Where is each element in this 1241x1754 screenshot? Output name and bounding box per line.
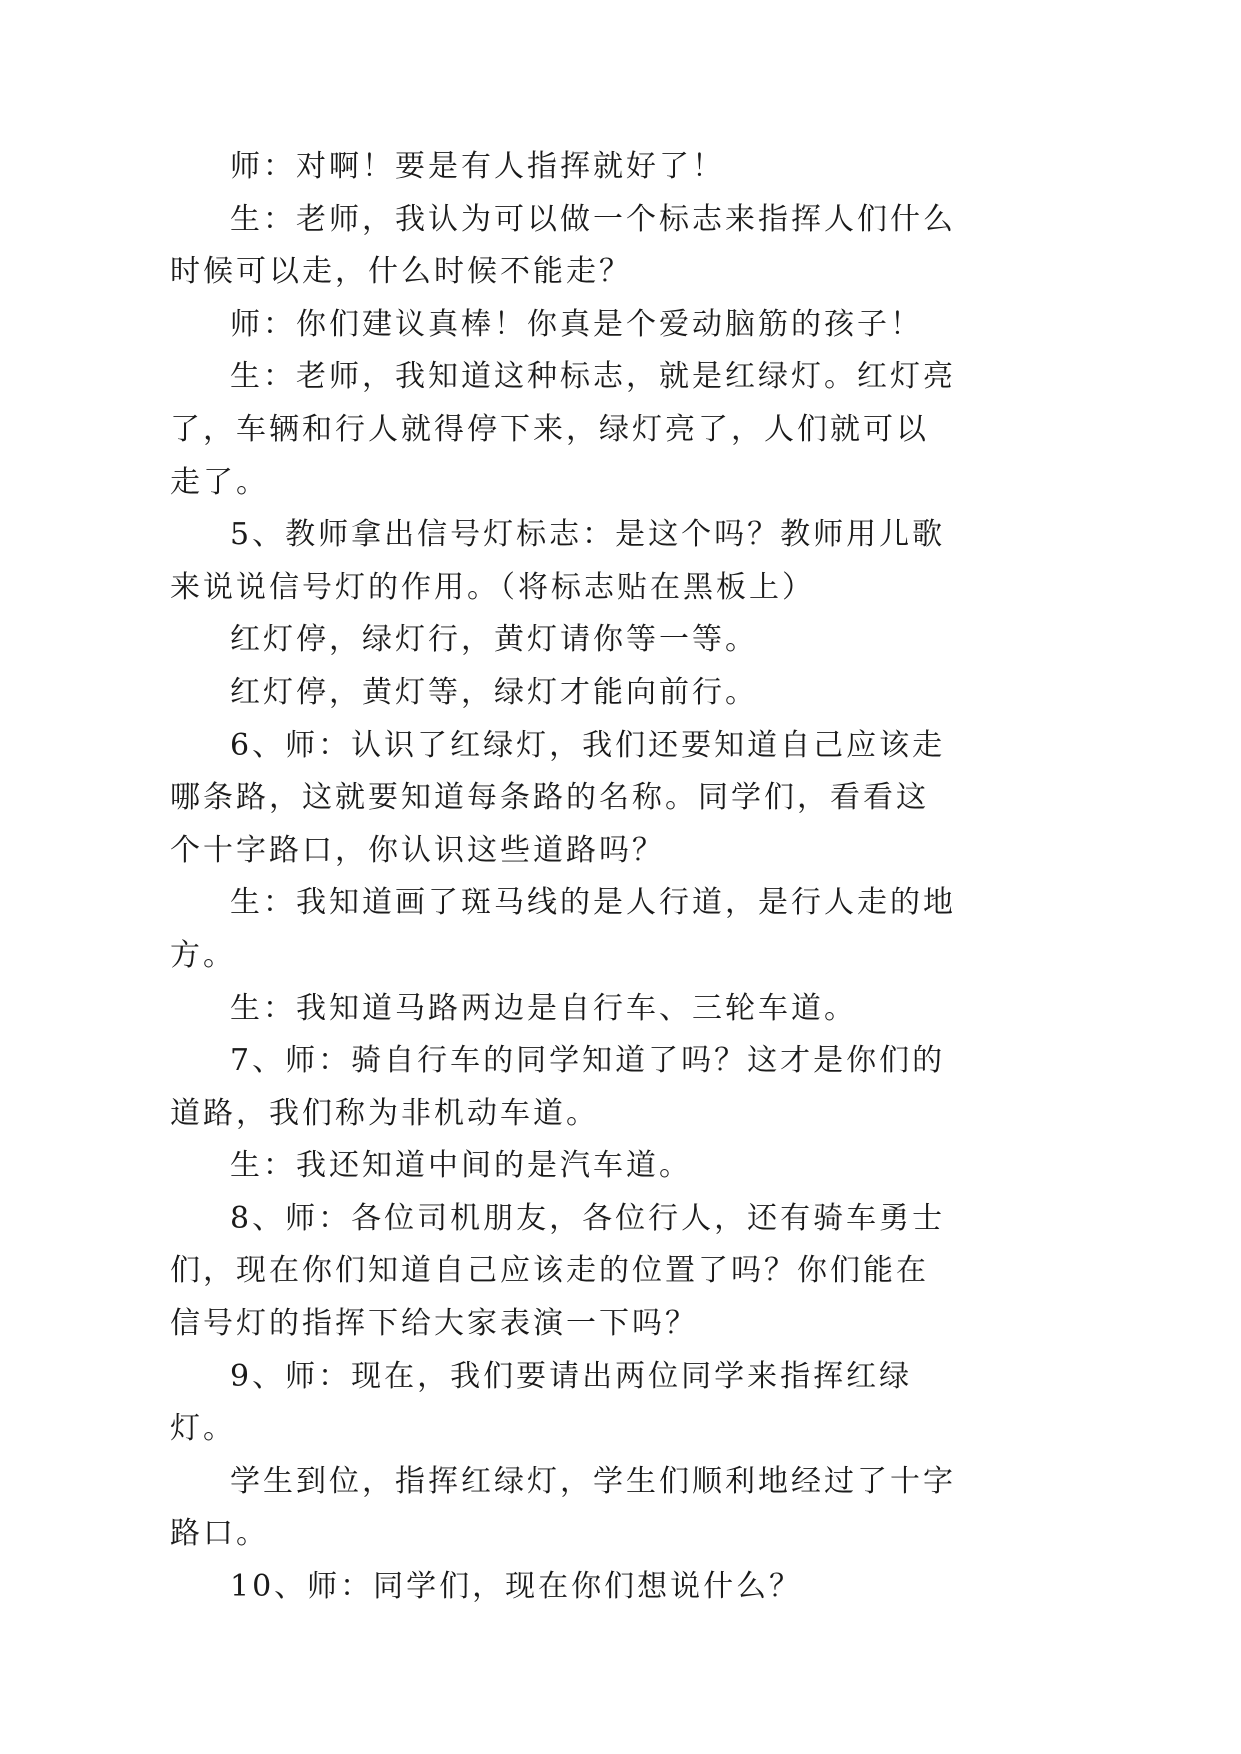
paragraph: 8、师：各位司机朋友，各位行人，还有骑车勇士们，现在你们知道自己应该走的位置了吗？你们能在信号灯的指挥下给大家表演一下吗？	[170, 1200, 946, 1342]
paragraph: 生：我知道马路两边是自行车、三轮车道。	[230, 990, 857, 1026]
paragraph: 红灯停，黄灯等，绿灯才能向前行。	[230, 674, 758, 710]
paragraph: 生：老师，我知道这种标志，就是红绿灯。红灯亮了，车辆和行人就得停下来，绿灯亮了，人们就可以走了。	[170, 359, 956, 500]
paragraph: 7、师：骑自行车的同学知道了吗？这才是你们的道路，我们称为非机动车道。	[170, 1043, 946, 1131]
paragraph: 生：我还知道中间的是汽车道。	[230, 1148, 692, 1184]
paragraph: 6、师：认识了红绿灯，我们还要知道自己应该走哪条路，这就要知道每条路的名称。同学们，看看这个十字路口，你认识这些道路吗？	[170, 727, 946, 868]
paragraph: 9、师：现在，我们要请出两位同学来指挥红绿灯。	[170, 1358, 913, 1447]
paragraph: 师：对啊！要是有人指挥就好了！	[230, 149, 725, 184]
paragraph: 生：我知道画了斑马线的是人行道，是行人走的地方。	[170, 885, 956, 973]
paragraph: 学生到位，指挥红绿灯，学生们顺利地经过了十字路口。	[170, 1463, 956, 1552]
document-body	[170, 141, 960, 1614]
paragraph: 生：老师，我认为可以做一个标志来指挥人们什么时候可以走，什么时候不能走？	[170, 201, 956, 290]
paragraph: 师：你们建议真棒！你真是个爱动脑筋的孩子！	[230, 306, 923, 342]
paragraph: 5、教师拿出信号灯标志：是这个吗？教师用儿歌来说说信号灯的作用。（将标志贴在黑板上）	[170, 517, 946, 605]
paragraph: 10、师：同学们，现在你们想说什么？	[230, 1569, 803, 1605]
paragraph: 红灯停，绿灯行，黄灯请你等一等。	[230, 622, 758, 658]
